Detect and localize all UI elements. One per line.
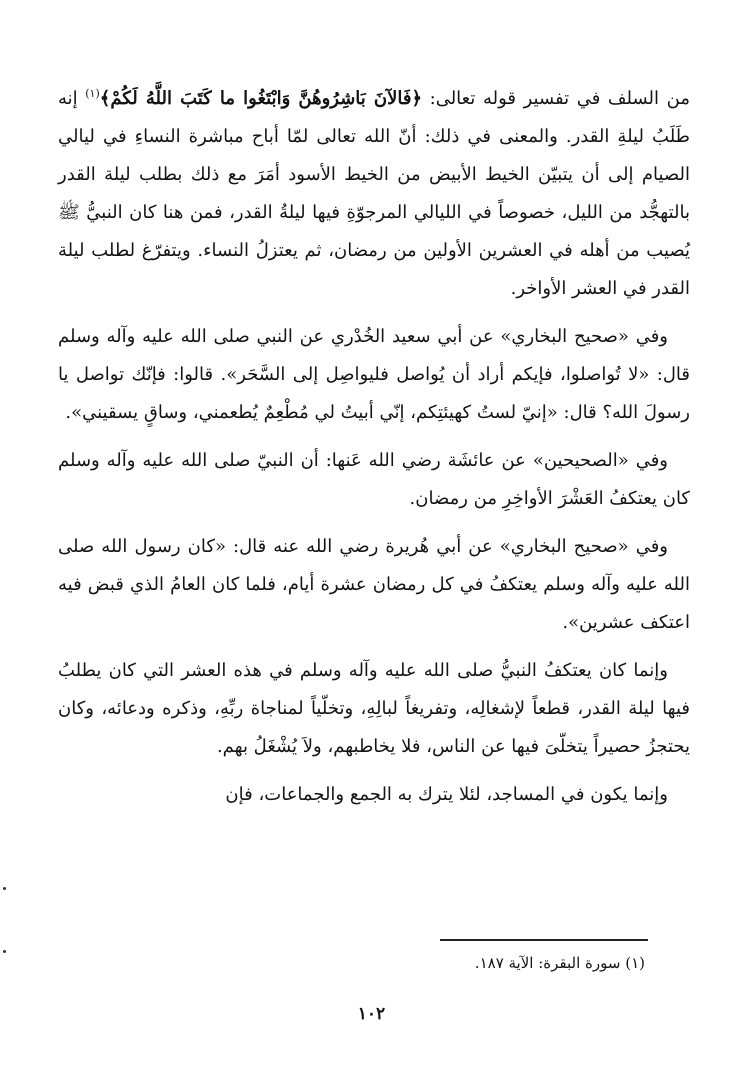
page-body [58, 80, 690, 814]
paragraph-1-continuation: إنه طَلَبُ ليلةِ القدر. والمعنى في ذلك: أنّ الله تعالى لمّا أباح مباشرة النساءِ في ليالي الصيام إلى أن يتبيّن الخيط الأبيض من الخيط الأسود أمَرَ مع ذلك بطلب ليلة القدر بالتهجُّد من الليل، خصوصاً في الليالي المرجوّةِ فيها ليلةُ القدر، فمن هنا كان النبيُّ ﷺ يُصيب من أهله في العشرين الأولين من رمضان، ثم يعتزلُ النساء. ويتفرّغ لطلب ليلة القدر في العشر الأواخر. [58, 88, 690, 299]
page-number: ١٠٢ [357, 1004, 386, 1024]
paragraph-4: وفي «صحيح البخاري» عن أبي هُريرة رضي الله عنه قال: «كان رسول الله صلى الله عليه وآله وسلم يعتكفُ في كل رمضان عشرة أيام، فلما كان العامُ الذي قبض فيه اعتكف عشرين». [58, 536, 690, 633]
footnote-marker: (١) [85, 87, 100, 100]
footnote-divider [440, 939, 648, 941]
paragraph-5: وإنما كان يعتكفُ النبيُّ صلى الله عليه وآله وسلم في هذه العشر التي كان يطلبُ فيها ليلة القدر، قطعاً لإشغالِه، وتفريغاً لبالِهِ، وتخلّياً لمناجاة ربِّهِ، وذكره ودعائه، وكان يحتجزُ حصيراً يتخلّىَ فيها عن الناس، فلا يخاطبهم، ولاَ يُشْغَلُ بهم. [58, 660, 690, 757]
paragraph-1-text: من السلف في تفسير قوله تعالى: [422, 88, 690, 109]
footnote: (١) سورة البقرة: الآية ١٨٧. [474, 954, 645, 972]
paragraph-3: وفي «الصحيحين» عن عائشَة رضي الله عَنها: أن النبيّ صلى الله عليه وآله وسلم كان يعتكفُ العَشْرَ الأواخِرِ من رمضان. [58, 450, 690, 509]
quran-verse: ﴿فَالآنَ بَاشِرُوهُنَّ وَابْتَغُوا ما كَتَبَ اللَّهُ لَكُمْ﴾ [99, 88, 423, 109]
paragraph-1 [58, 80, 690, 308]
scan-mark [3, 887, 6, 890]
paragraph-6: وإنما يكون في المساجد، لئلا يترك به الجمع والجماعات، فإن [225, 784, 668, 805]
paragraph-2: وفي «صحيح البخاري» عن أبي سعيد الخُدْري عن النبي صلى الله عليه وآله وسلم قال: «لا تُواصلوا، فإيكم أراد أن يُواصل فليواصِل إلى السَّحَر». قالوا: فإنّك تواصل يا رسولَ الله؟ قال: «إنيّ لستُ كهيئتِكم، إنّي أبيتُ لي مُطْعِمٌ يُطعمني، وساقٍ يسقيني». [58, 326, 690, 423]
scan-mark [3, 950, 6, 953]
